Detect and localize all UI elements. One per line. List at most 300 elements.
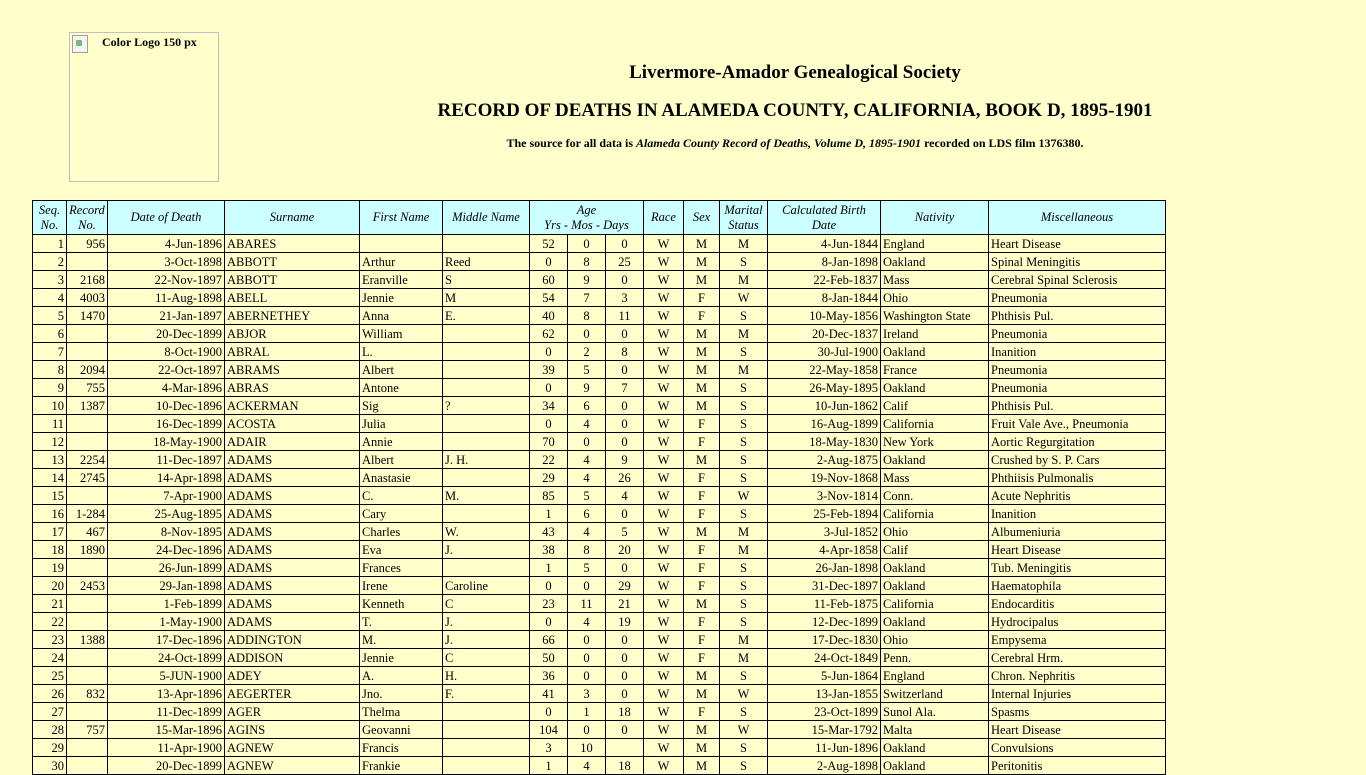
cell-sex: M	[684, 721, 720, 739]
cell-miscellaneous: Phthisis Pul.	[989, 397, 1166, 415]
cell-date-of-death: 3-Oct-1898	[108, 253, 225, 271]
cell-race: W	[644, 307, 684, 325]
cell-surname: ABBOTT	[225, 253, 360, 271]
cell-date-of-death: 14-Apr-1898	[108, 469, 225, 487]
cell-marital-status: S	[720, 379, 768, 397]
cell-miscellaneous: Convulsions	[989, 739, 1166, 757]
cell-middle-name: S	[443, 271, 530, 289]
header-seq-no: Seq. No.	[33, 201, 67, 235]
table-row	[33, 631, 1166, 649]
cell-record-no: 832	[67, 685, 108, 703]
society-logo	[69, 32, 219, 182]
cell-surname: ADDISON	[225, 649, 360, 667]
cell-seq-no: 15	[33, 487, 67, 505]
cell-record-no: 1388	[67, 631, 108, 649]
cell-sex: M	[684, 451, 720, 469]
cell-age-years: 0	[530, 613, 568, 631]
cell-nativity: Oakland	[881, 559, 989, 577]
cell-surname: ABERNETHEY	[225, 307, 360, 325]
cell-surname: ABJOR	[225, 325, 360, 343]
cell-surname: ADAIR	[225, 433, 360, 451]
cell-first-name: Charles	[360, 523, 443, 541]
cell-marital-status: S	[720, 307, 768, 325]
cell-miscellaneous: Tub. Meningitis	[989, 559, 1166, 577]
cell-age-years: 40	[530, 307, 568, 325]
cell-date-of-death: 4-Jun-1896	[108, 235, 225, 253]
cell-age-days: 26	[606, 469, 644, 487]
cell-date-of-death: 17-Dec-1896	[108, 631, 225, 649]
cell-age-years: 54	[530, 289, 568, 307]
cell-miscellaneous: Spasms	[989, 703, 1166, 721]
cell-sex: F	[684, 505, 720, 523]
cell-first-name: Julia	[360, 415, 443, 433]
header-date-of-death: Date of Death	[108, 201, 225, 235]
cell-age-years: 36	[530, 667, 568, 685]
cell-age-years: 0	[530, 415, 568, 433]
cell-sex: M	[684, 685, 720, 703]
cell-age-years: 104	[530, 721, 568, 739]
cell-birth-date: 11-Jun-1896	[768, 739, 881, 757]
cell-race: W	[644, 415, 684, 433]
table-row	[33, 703, 1166, 721]
cell-sex: M	[684, 343, 720, 361]
cell-age-months: 9	[568, 271, 606, 289]
cell-first-name: Arthur	[360, 253, 443, 271]
cell-surname: ABARES	[225, 235, 360, 253]
cell-record-no: 956	[67, 235, 108, 253]
cell-age-months: 0	[568, 649, 606, 667]
cell-marital-status: S	[720, 343, 768, 361]
table-row	[33, 685, 1166, 703]
source-prefix: The source for all data is	[506, 136, 637, 150]
cell-middle-name: J.	[443, 631, 530, 649]
cell-age-months: 6	[568, 397, 606, 415]
cell-miscellaneous: Pneumonia	[989, 361, 1166, 379]
cell-nativity: Calif	[881, 541, 989, 559]
cell-birth-date: 3-Nov-1814	[768, 487, 881, 505]
cell-seq-no: 28	[33, 721, 67, 739]
cell-middle-name	[443, 505, 530, 523]
cell-record-no	[67, 703, 108, 721]
cell-birth-date: 4-Apr-1858	[768, 541, 881, 559]
cell-date-of-death: 20-Dec-1899	[108, 325, 225, 343]
cell-nativity: Oakland	[881, 451, 989, 469]
cell-age-months: 4	[568, 613, 606, 631]
cell-age-days: 21	[606, 595, 644, 613]
cell-first-name: Eva	[360, 541, 443, 559]
cell-marital-status: S	[720, 451, 768, 469]
cell-age-days: 0	[606, 505, 644, 523]
cell-nativity: Mass	[881, 469, 989, 487]
cell-race: W	[644, 739, 684, 757]
cell-first-name: Albert	[360, 451, 443, 469]
cell-marital-status: W	[720, 289, 768, 307]
cell-sex: F	[684, 613, 720, 631]
cell-seq-no: 7	[33, 343, 67, 361]
cell-nativity: Ohio	[881, 523, 989, 541]
cell-age-days: 20	[606, 541, 644, 559]
cell-first-name: Francis	[360, 739, 443, 757]
cell-race: W	[644, 451, 684, 469]
cell-middle-name: ?	[443, 397, 530, 415]
cell-age-months: 5	[568, 361, 606, 379]
cell-marital-status: S	[720, 559, 768, 577]
cell-miscellaneous: Phthisis Pul.	[989, 307, 1166, 325]
cell-record-no	[67, 325, 108, 343]
cell-age-years: 0	[530, 703, 568, 721]
cell-sex: M	[684, 523, 720, 541]
cell-date-of-death: 26-Jun-1899	[108, 559, 225, 577]
cell-age-years: 62	[530, 325, 568, 343]
cell-seq-no: 16	[33, 505, 67, 523]
cell-nativity: Oakland	[881, 343, 989, 361]
cell-sex: F	[684, 559, 720, 577]
cell-record-no: 2254	[67, 451, 108, 469]
cell-middle-name: J. H.	[443, 451, 530, 469]
cell-date-of-death: 11-Apr-1900	[108, 739, 225, 757]
table-row	[33, 343, 1166, 361]
cell-sex: M	[684, 361, 720, 379]
cell-sex: F	[684, 649, 720, 667]
header-surname: Surname	[225, 201, 360, 235]
cell-age-days: 19	[606, 613, 644, 631]
cell-race: W	[644, 289, 684, 307]
cell-marital-status: S	[720, 469, 768, 487]
cell-seq-no: 9	[33, 379, 67, 397]
cell-age-days: 0	[606, 649, 644, 667]
cell-record-no: 1-284	[67, 505, 108, 523]
table-row	[33, 487, 1166, 505]
cell-surname: ADAMS	[225, 577, 360, 595]
cell-date-of-death: 22-Oct-1897	[108, 361, 225, 379]
cell-middle-name	[443, 721, 530, 739]
cell-seq-no: 13	[33, 451, 67, 469]
cell-marital-status: S	[720, 613, 768, 631]
cell-sex: M	[684, 235, 720, 253]
cell-miscellaneous: Pneumonia	[989, 379, 1166, 397]
table-row	[33, 667, 1166, 685]
cell-nativity: California	[881, 415, 989, 433]
cell-age-months: 2	[568, 343, 606, 361]
cell-age-days: 0	[606, 559, 644, 577]
cell-sex: M	[684, 595, 720, 613]
cell-birth-date: 31-Dec-1897	[768, 577, 881, 595]
cell-nativity: California	[881, 595, 989, 613]
cell-age-months: 8	[568, 307, 606, 325]
cell-marital-status: M	[720, 523, 768, 541]
cell-middle-name: W.	[443, 523, 530, 541]
cell-first-name: L.	[360, 343, 443, 361]
cell-age-months: 5	[568, 559, 606, 577]
cell-record-no	[67, 487, 108, 505]
table-row	[33, 649, 1166, 667]
cell-record-no	[67, 559, 108, 577]
cell-marital-status: M	[720, 631, 768, 649]
cell-date-of-death: 21-Jan-1897	[108, 307, 225, 325]
cell-date-of-death: 7-Apr-1900	[108, 487, 225, 505]
cell-middle-name: H.	[443, 667, 530, 685]
cell-age-years: 52	[530, 235, 568, 253]
cell-miscellaneous: Aortic Regurgitation	[989, 433, 1166, 451]
table-row	[33, 325, 1166, 343]
cell-age-days: 25	[606, 253, 644, 271]
cell-age-months: 0	[568, 235, 606, 253]
cell-nativity: Ohio	[881, 289, 989, 307]
cell-surname: ADAMS	[225, 487, 360, 505]
cell-seq-no: 25	[33, 667, 67, 685]
cell-birth-date: 4-Jun-1844	[768, 235, 881, 253]
cell-first-name: Irene	[360, 577, 443, 595]
cell-sex: F	[684, 307, 720, 325]
cell-first-name: Kenneth	[360, 595, 443, 613]
cell-birth-date: 3-Jul-1852	[768, 523, 881, 541]
cell-race: W	[644, 271, 684, 289]
cell-first-name: Anna	[360, 307, 443, 325]
cell-surname: ABELL	[225, 289, 360, 307]
cell-nativity: Oakland	[881, 739, 989, 757]
cell-first-name: A.	[360, 667, 443, 685]
cell-age-days: 0	[606, 397, 644, 415]
cell-record-no	[67, 253, 108, 271]
cell-birth-date: 2-Aug-1898	[768, 757, 881, 775]
cell-birth-date: 24-Oct-1849	[768, 649, 881, 667]
cell-first-name: Annie	[360, 433, 443, 451]
cell-race: W	[644, 361, 684, 379]
cell-middle-name: Reed	[443, 253, 530, 271]
cell-age-years: 1	[530, 757, 568, 775]
table-row	[33, 451, 1166, 469]
cell-surname: ADAMS	[225, 613, 360, 631]
cell-age-years: 0	[530, 343, 568, 361]
cell-nativity: Oakland	[881, 379, 989, 397]
cell-nativity: Conn.	[881, 487, 989, 505]
cell-record-no	[67, 415, 108, 433]
cell-miscellaneous: Cerebral Spinal Sclerosis	[989, 271, 1166, 289]
cell-age-months: 10	[568, 739, 606, 757]
cell-miscellaneous: Cerebral Hrm.	[989, 649, 1166, 667]
cell-birth-date: 2-Aug-1875	[768, 451, 881, 469]
cell-nativity: Oakland	[881, 613, 989, 631]
cell-age-days: 0	[606, 415, 644, 433]
cell-age-days: 29	[606, 577, 644, 595]
cell-record-no: 1470	[67, 307, 108, 325]
cell-marital-status: W	[720, 685, 768, 703]
cell-sex: F	[684, 631, 720, 649]
table-row	[33, 613, 1166, 631]
cell-age-months: 0	[568, 433, 606, 451]
cell-age-years: 85	[530, 487, 568, 505]
cell-middle-name	[443, 415, 530, 433]
cell-surname: ADEY	[225, 667, 360, 685]
cell-miscellaneous: Phthiisis Pulmonalis	[989, 469, 1166, 487]
cell-record-no: 757	[67, 721, 108, 739]
cell-nativity: New York	[881, 433, 989, 451]
cell-race: W	[644, 469, 684, 487]
cell-age-days: 5	[606, 523, 644, 541]
cell-miscellaneous: Heart Disease	[989, 541, 1166, 559]
cell-age-months: 1	[568, 703, 606, 721]
cell-age-months: 11	[568, 595, 606, 613]
cell-marital-status: S	[720, 703, 768, 721]
cell-race: W	[644, 505, 684, 523]
cell-age-days	[606, 739, 644, 757]
table-row	[33, 469, 1166, 487]
cell-seq-no: 6	[33, 325, 67, 343]
cell-marital-status: S	[720, 505, 768, 523]
cell-date-of-death: 15-Mar-1896	[108, 721, 225, 739]
cell-miscellaneous: Albumeniuria	[989, 523, 1166, 541]
cell-date-of-death: 20-Dec-1899	[108, 757, 225, 775]
cell-age-days: 4	[606, 487, 644, 505]
cell-sex: F	[684, 487, 720, 505]
cell-miscellaneous: Acute Nephritis	[989, 487, 1166, 505]
cell-sex: M	[684, 667, 720, 685]
cell-first-name: Sig	[360, 397, 443, 415]
table-row	[33, 271, 1166, 289]
header-first-name: First Name	[360, 201, 443, 235]
cell-seq-no: 2	[33, 253, 67, 271]
cell-miscellaneous: Chron. Nephritis	[989, 667, 1166, 685]
cell-birth-date: 8-Jan-1844	[768, 289, 881, 307]
cell-birth-date: 12-Dec-1899	[768, 613, 881, 631]
cell-marital-status: M	[720, 361, 768, 379]
cell-date-of-death: 10-Dec-1896	[108, 397, 225, 415]
cell-sex: M	[684, 253, 720, 271]
cell-age-days: 8	[606, 343, 644, 361]
cell-marital-status: S	[720, 415, 768, 433]
cell-seq-no: 30	[33, 757, 67, 775]
source-suffix: recorded on LDS film 1376380.	[921, 136, 1084, 150]
cell-record-no	[67, 649, 108, 667]
cell-age-days: 0	[606, 721, 644, 739]
cell-birth-date: 15-Mar-1792	[768, 721, 881, 739]
table-row	[33, 433, 1166, 451]
header-sex: Sex	[684, 201, 720, 235]
cell-birth-date: 8-Jan-1898	[768, 253, 881, 271]
cell-age-months: 0	[568, 631, 606, 649]
cell-surname: ADAMS	[225, 541, 360, 559]
cell-age-years: 66	[530, 631, 568, 649]
cell-age-months: 8	[568, 253, 606, 271]
cell-sex: F	[684, 415, 720, 433]
cell-middle-name: M.	[443, 487, 530, 505]
source-note	[434, 136, 1156, 151]
table-row	[33, 253, 1166, 271]
cell-birth-date: 23-Oct-1899	[768, 703, 881, 721]
cell-first-name: Jno.	[360, 685, 443, 703]
cell-marital-status: S	[720, 397, 768, 415]
cell-miscellaneous: Heart Disease	[989, 721, 1166, 739]
cell-first-name: Cary	[360, 505, 443, 523]
cell-miscellaneous: Empysema	[989, 631, 1166, 649]
cell-middle-name: M	[443, 289, 530, 307]
broken-image-icon	[72, 35, 88, 53]
cell-record-no: 755	[67, 379, 108, 397]
cell-surname: ABRAS	[225, 379, 360, 397]
cell-seq-no: 21	[33, 595, 67, 613]
cell-record-no	[67, 667, 108, 685]
cell-age-years: 0	[530, 379, 568, 397]
cell-surname: ACKERMAN	[225, 397, 360, 415]
header-record-no: Record No.	[67, 201, 108, 235]
cell-marital-status: M	[720, 271, 768, 289]
cell-birth-date: 11-Feb-1875	[768, 595, 881, 613]
cell-age-days: 18	[606, 757, 644, 775]
cell-date-of-death: 16-Dec-1899	[108, 415, 225, 433]
cell-race: W	[644, 685, 684, 703]
cell-age-months: 4	[568, 757, 606, 775]
cell-age-days: 0	[606, 325, 644, 343]
cell-sex: F	[684, 541, 720, 559]
cell-age-months: 3	[568, 685, 606, 703]
cell-marital-status: S	[720, 667, 768, 685]
cell-race: W	[644, 613, 684, 631]
cell-middle-name	[443, 379, 530, 397]
cell-surname: AEGERTER	[225, 685, 360, 703]
cell-record-no: 2168	[67, 271, 108, 289]
header-middle-name: Middle Name	[443, 201, 530, 235]
cell-marital-status: S	[720, 595, 768, 613]
cell-nativity: England	[881, 667, 989, 685]
cell-race: W	[644, 397, 684, 415]
cell-miscellaneous: Endocarditis	[989, 595, 1166, 613]
cell-race: W	[644, 523, 684, 541]
cell-race: W	[644, 379, 684, 397]
cell-marital-status: M	[720, 649, 768, 667]
table-row	[33, 307, 1166, 325]
header-birth-date: Calculated Birth Date	[768, 201, 881, 235]
cell-miscellaneous: Heart Disease	[989, 235, 1166, 253]
cell-marital-status: M	[720, 235, 768, 253]
cell-miscellaneous: Pneumonia	[989, 289, 1166, 307]
cell-date-of-death: 18-May-1900	[108, 433, 225, 451]
cell-marital-status: S	[720, 253, 768, 271]
cell-race: W	[644, 541, 684, 559]
cell-nativity: Oakland	[881, 253, 989, 271]
cell-age-years: 1	[530, 559, 568, 577]
cell-middle-name: F.	[443, 685, 530, 703]
table-row	[33, 415, 1166, 433]
cell-race: W	[644, 631, 684, 649]
cell-record-no	[67, 595, 108, 613]
cell-record-no	[67, 613, 108, 631]
cell-miscellaneous: Pneumonia	[989, 325, 1166, 343]
cell-date-of-death: 13-Apr-1896	[108, 685, 225, 703]
cell-record-no	[67, 757, 108, 775]
cell-first-name: Thelma	[360, 703, 443, 721]
cell-seq-no: 11	[33, 415, 67, 433]
cell-age-days: 3	[606, 289, 644, 307]
cell-age-days: 9	[606, 451, 644, 469]
cell-birth-date: 25-Feb-1894	[768, 505, 881, 523]
cell-seq-no: 29	[33, 739, 67, 757]
cell-record-no: 467	[67, 523, 108, 541]
cell-age-months: 0	[568, 721, 606, 739]
table-row	[33, 235, 1166, 253]
cell-seq-no: 19	[33, 559, 67, 577]
table-row	[33, 379, 1166, 397]
cell-birth-date: 26-May-1895	[768, 379, 881, 397]
cell-race: W	[644, 253, 684, 271]
cell-record-no	[67, 343, 108, 361]
cell-surname: AGER	[225, 703, 360, 721]
cell-date-of-death: 11-Dec-1899	[108, 703, 225, 721]
cell-sex: M	[684, 379, 720, 397]
cell-nativity: California	[881, 505, 989, 523]
cell-seq-no: 24	[33, 649, 67, 667]
cell-seq-no: 1	[33, 235, 67, 253]
cell-race: W	[644, 343, 684, 361]
